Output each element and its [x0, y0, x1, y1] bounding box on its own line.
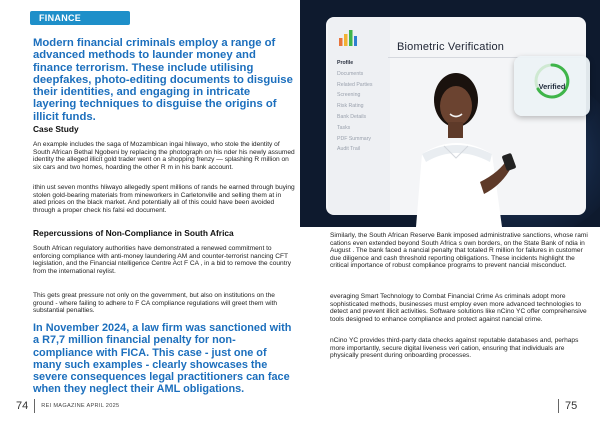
app-title: Biometric Verification	[397, 41, 505, 53]
right-paragraph-1: Similarly, the South African Reserve Bank imposed administrative sanctions, whose rami cations even extended beyond South Africa s own borders, on the State Bank of ndia in August . The bank faced a nancial penalty that totaled R million for failures in customer due diligence and cash threshold reporting obligations. These incidents highlight the critical importance of robust compliance programs to prevent nancial misconduct.	[330, 232, 588, 270]
case-study-heading: Case Study	[33, 124, 79, 134]
case-study-paragraph-2: ithin ust seven months hliwayo allegedly spent millions of rands he earned through buying stolen gold-bearing materials from mineworkers in Carletonville and selling them at in ated prices on the black market. And potentially all of this could have been avoided through a proper check his falsi ed document.	[33, 184, 295, 214]
menu-item-audit-trail[interactable]: Audit Trail	[337, 146, 361, 153]
menu-item-related-parties[interactable]: Related Parties	[337, 81, 373, 88]
repercussions-paragraph-1: South African regulatory authorities have demonstrated a renewed commitment to enforcing compliance with anti-money laundering AM and counter-terrorist nancing CFT legislation, and the Financial ntelligence Centre Act F CA , in a bid to remove the country from the international reylist.	[33, 245, 292, 275]
right-paragraph-3: nCino YC provides third-party data checks against reputable databases and, perhaps more importantly, secure digital liveness veri cation, ensuring that individuals are physically present during onboarding processes.	[330, 337, 579, 360]
woman-with-phone-illustration	[404, 62, 524, 227]
bar-chart-icon	[338, 27, 358, 47]
verified-ring-icon	[532, 61, 572, 101]
left-footer	[16, 399, 119, 413]
right-footer	[552, 399, 577, 413]
menu-item-documents[interactable]: Documents	[337, 70, 364, 77]
verified-badge	[514, 56, 590, 116]
menu-item-bank-details[interactable]: Bank Details	[337, 113, 367, 120]
app-menu	[337, 58, 372, 155]
pull-quote: In November 2024, a law firm was sanctioned with a R7,7 million financial penalty for non-compliance with FICA. This case - just one of many such examples - clearly showcases the severe consequences legal practitioners can face when they neglect their AML obligations.	[33, 322, 292, 396]
right-page	[300, 0, 600, 424]
repercussions-heading: Repercussions of Non-Compliance in South Africa	[33, 228, 234, 238]
menu-item-tasks[interactable]: Tasks	[337, 124, 351, 131]
hero-image	[300, 0, 600, 227]
magazine-name: REI MAGAZINE APRIL 2025	[41, 403, 120, 409]
right-page-number: 75	[565, 400, 578, 412]
menu-item-risk-rating[interactable]: Risk Rating	[337, 103, 364, 110]
menu-item-pdf-summary[interactable]: PDF Summary	[337, 135, 372, 142]
case-study-paragraph-1: An example includes the saga of Mozambican ingai hliwayo, who stole the identity of South African Bethal Ngobeni by replacing the photograph on his nder his newly assumed identity the alleged illicit gold trader went on a shopping frenzy — splashing R million on six cars and two homes, hoarding the other R m in his bank account.	[33, 141, 295, 171]
footer-divider	[34, 399, 35, 413]
footer-divider	[558, 399, 559, 413]
verified-label: Verified	[538, 82, 566, 91]
lead-paragraph: Modern financial criminals employ a range of advanced methods to launder money and finance terrorism. These include utilising deepfakes, photo-editing documents to disguise their identities, and engaging in intricate layering techniques to disguise the origins of illicit funds.	[33, 37, 293, 123]
right-paragraph-2: everaging Smart Technology to Combat Financial Crime As criminals adopt more sophisticated methods, businesses must employ even more advanced technologies to detect and prevent illicit activities. Software solutions like nCino YC offer comprehensive tools designed to enhance compliance and protect against nancial crime.	[330, 293, 587, 323]
menu-item-screening[interactable]: Screening	[337, 92, 361, 99]
repercussions-paragraph-2: This gets great pressure not only on the government, but also on institutions on the ground - where failing to adhere to F CA compliance regulations will greet them with substantial penalties.	[33, 292, 278, 315]
section-tag: FINANCE	[30, 11, 130, 25]
menu-item-profile[interactable]: Profile	[337, 60, 354, 66]
left-page-number: 74	[16, 400, 29, 412]
